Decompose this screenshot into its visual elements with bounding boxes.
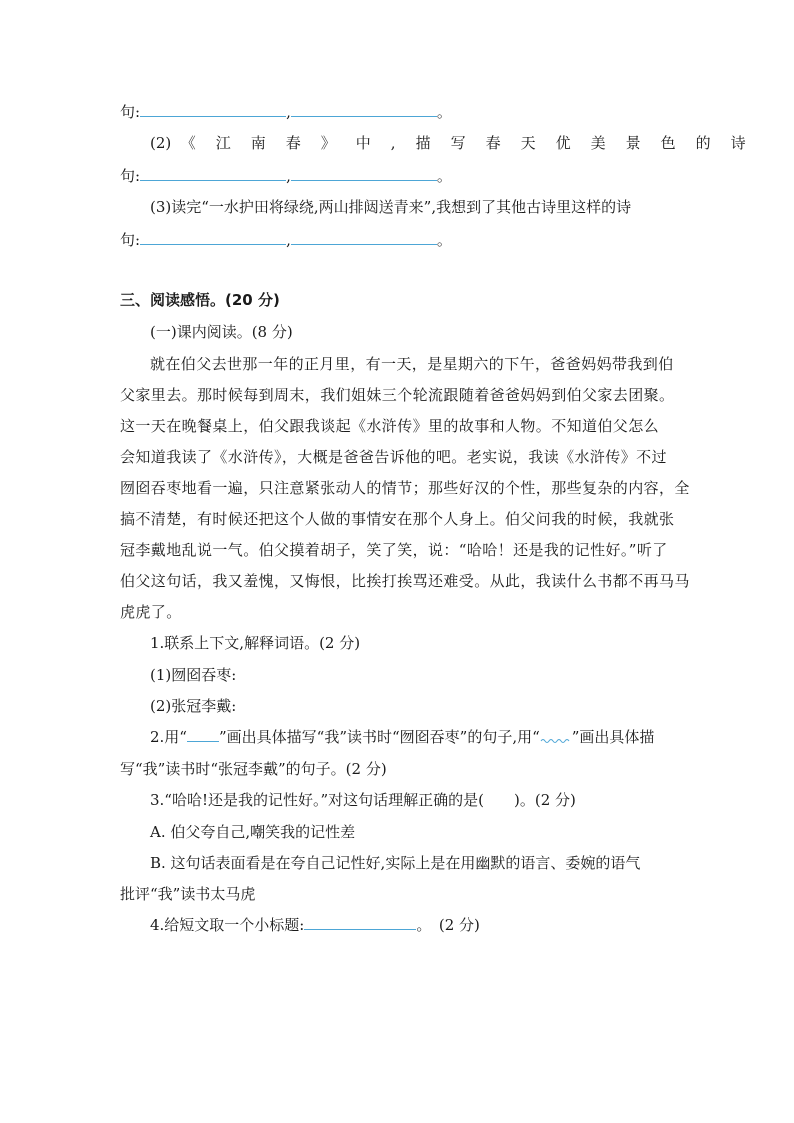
passage-line: 父家里去。那时候每到周末，我们姐妹三个轮流跟随着爸爸妈妈到伯父家去团聚。 <box>120 386 675 404</box>
comma: , <box>286 231 291 249</box>
answer-blank[interactable] <box>291 230 437 245</box>
option-b[interactable]: B. 这句话表面看是在夸自己记性好,实际上是在用幽默的语言、委婉的语气 <box>150 854 641 872</box>
poem-answer-line-3 <box>120 230 680 250</box>
option-a[interactable]: A. 伯父夸自己,嘲笑我的记性差 <box>150 823 356 841</box>
answer-blank[interactable] <box>291 166 437 181</box>
passage-line: 囫囵吞枣地看一遍，只注意紧张动人的情节；那些好汉的个性，那些复杂的内容，全 <box>120 479 690 497</box>
passage-line: 伯父这句话，我又羞愧，又悔恨，比挨打挨骂还难受。从此，我读什么书都不再马马 <box>120 572 690 590</box>
question-text: ”画出具体描写“我”读书时“囫囵吞枣”的句子,用“ <box>218 728 540 746</box>
question-text: 2.用“ <box>150 728 187 746</box>
passage-line: 搞不清楚，有时候还把这个人做的事情安在那个人身上。伯父问我的时候，我就张 <box>120 510 675 528</box>
passage-line: 会知道我读了《水浒传》，大概是爸爸告诉他的吧。老实说，我读《水浒传》不过 <box>120 448 667 466</box>
passage-line: 就在伯父去世那一年的正月里，有一天，是星期六的下午，爸爸妈妈带我到伯 <box>150 355 674 373</box>
sub-heading: (一)课内阅读。(8 分) <box>150 323 293 341</box>
question-3: 3.“哈哈!还是我的记性好。”对这句话理解正确的是( )。(2 分) <box>150 791 576 809</box>
answer-blank[interactable] <box>140 230 286 245</box>
question-1a: (1)囫囵吞枣: <box>150 666 237 684</box>
section-heading: 三、阅读感悟。(20 分) <box>120 291 280 309</box>
question-text: 4.给短文取一个小标题: <box>150 916 305 934</box>
question-text: 《江南春》中,描写春天优美景色的诗 <box>180 134 766 152</box>
prefix-text: 句: <box>120 231 141 249</box>
poem-answer-line-2 <box>120 166 680 186</box>
question-text: 。 (2 分) <box>416 916 480 934</box>
answer-blank[interactable] <box>140 166 286 181</box>
period: 。 <box>436 103 452 121</box>
question-1b: (2)张冠李戴: <box>150 697 237 715</box>
question-text: ”画出具体描 <box>571 728 655 746</box>
poem-question-2 <box>150 133 766 153</box>
question-1: 1.联系上下文,解释词语。(2 分) <box>150 634 361 652</box>
passage-line: 这一天在晚餐桌上，伯父跟我谈起《水浒传》里的故事和人物。不知道伯父怎么 <box>120 417 660 435</box>
question-2 <box>150 727 680 747</box>
question-text: (3)读完“一水护田将绿绕,两山排闼送青来”,我想到了其他古诗里这样的诗 <box>150 198 632 216</box>
option-b-cont: 批评“我”读书太马虎 <box>120 885 256 903</box>
passage-line: 冠李戴地乱说一气。伯父摸着胡子，笑了笑，说：“哈哈！还是我的记性好。”听了 <box>120 541 668 559</box>
question-4 <box>150 915 680 935</box>
title-answer-blank[interactable] <box>304 915 416 930</box>
answer-blank[interactable] <box>291 102 437 117</box>
prefix-text: 句: <box>120 167 141 185</box>
period: 。 <box>436 231 452 249</box>
wavy-underline-sample <box>540 730 572 742</box>
period: 。 <box>436 167 452 185</box>
question-number: (2) <box>150 134 172 152</box>
question-2-cont: 写“我”读书时“张冠李戴”的句子。(2 分) <box>120 760 387 778</box>
answer-blank[interactable] <box>140 102 286 117</box>
poem-question-3 <box>150 197 680 217</box>
prefix-text: 句: <box>120 103 141 121</box>
comma: , <box>286 167 291 185</box>
comma: , <box>286 103 291 121</box>
poem-answer-line-1 <box>120 102 680 122</box>
straight-underline-sample <box>187 729 219 742</box>
passage-line: 虎虎了。 <box>120 603 182 621</box>
